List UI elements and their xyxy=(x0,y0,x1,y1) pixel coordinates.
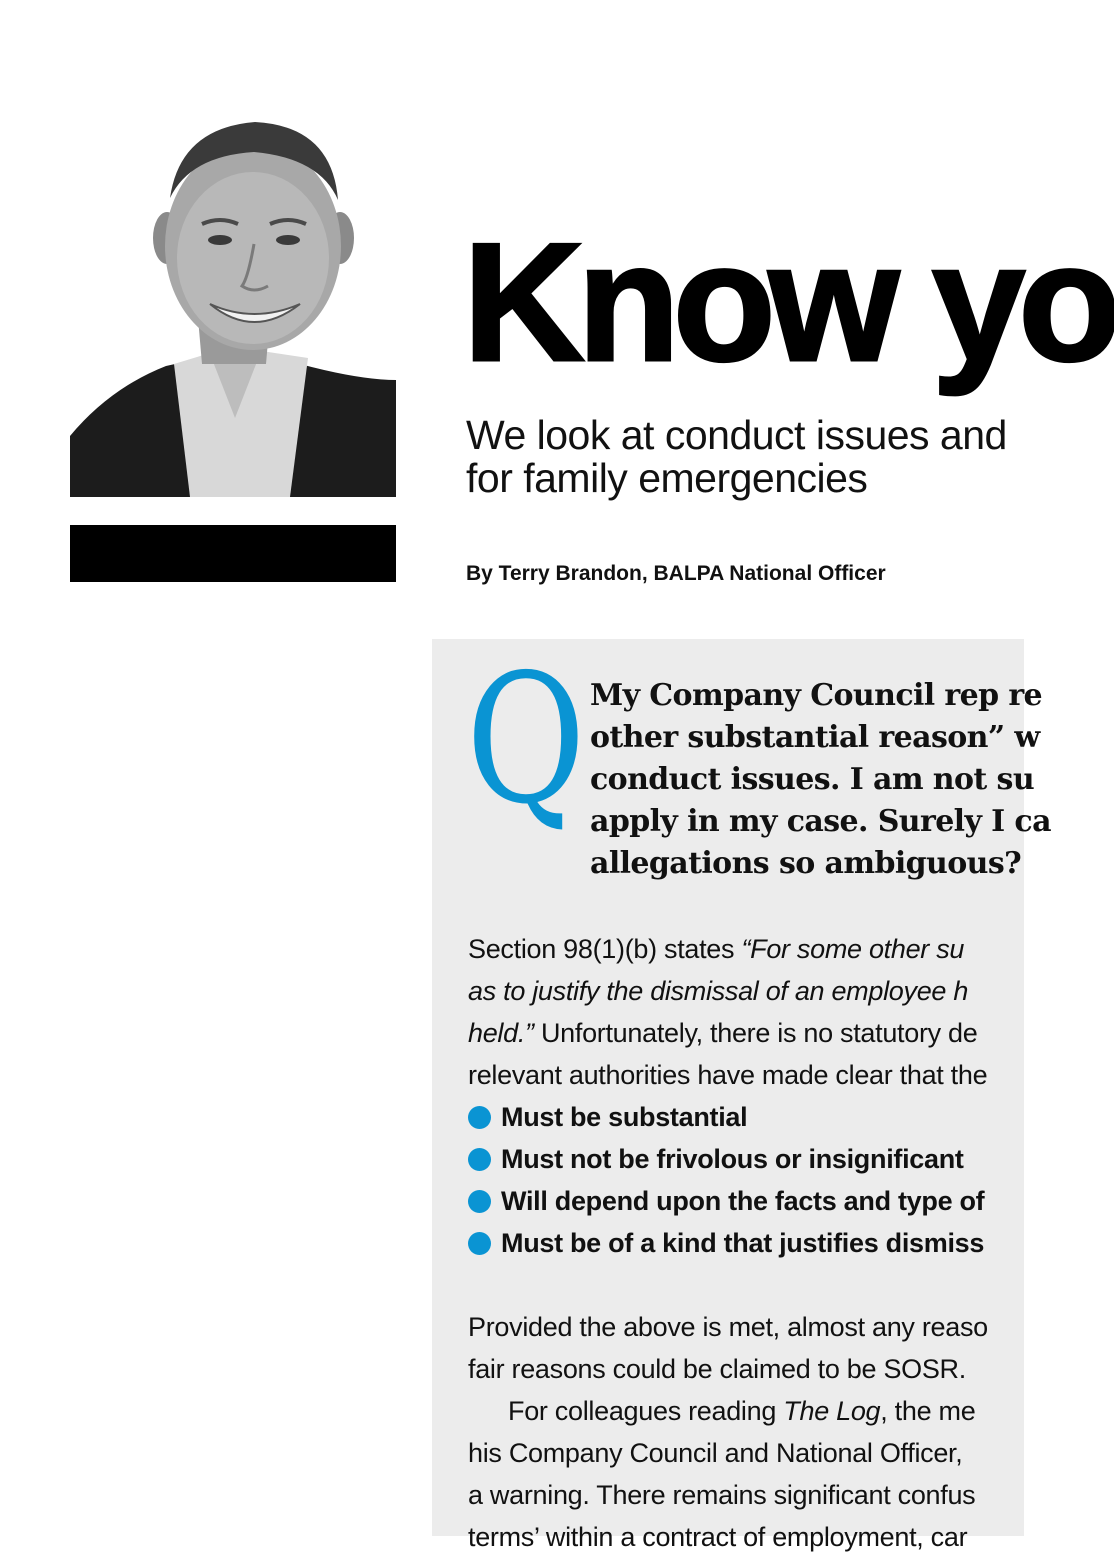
list-item xyxy=(468,1222,984,1264)
blue-dot-bullet-icon xyxy=(468,1232,491,1255)
standfirst-line: for family emergencies xyxy=(466,455,868,501)
author-photo-illustration xyxy=(70,118,396,497)
answer-line: relevant authorities have made clear that the xyxy=(468,1060,988,1090)
answer-quote: held.” xyxy=(468,1018,534,1048)
question-line: other substantial reason” w xyxy=(590,720,1040,755)
list-item-text: Must not be frivolous or insignificant xyxy=(501,1144,964,1174)
qa-panel xyxy=(432,636,1051,1552)
answer-text: For colleagues reading xyxy=(508,1396,784,1426)
publication-title: The Log xyxy=(783,1396,881,1426)
question-line: My Company Council rep re xyxy=(590,678,1043,713)
answer-line: terms’ within a contract of employment, car xyxy=(468,1522,968,1552)
blue-dot-bullet-icon xyxy=(468,1106,491,1129)
standfirst-line: We look at conduct issues and xyxy=(466,412,1007,458)
list-item-text: Will depend upon the facts and type of xyxy=(501,1186,985,1216)
answer-line: fair reasons could be claimed to be SOSR. xyxy=(468,1354,966,1384)
answer-line xyxy=(468,928,987,970)
caption-bar xyxy=(70,525,396,582)
question-line: apply in my case. Surely I ca xyxy=(590,804,1051,839)
blue-dot-bullet-icon xyxy=(468,1148,491,1171)
answer-quote: as to justify the dismissal of an employee h xyxy=(468,976,969,1006)
answer-line xyxy=(468,970,987,1012)
list-item xyxy=(468,1180,984,1222)
article-standfirst xyxy=(466,414,1046,500)
list-item-text: Must be substantial xyxy=(501,1102,748,1132)
question-line: conduct issues. I am not su xyxy=(590,762,1035,797)
answer-text: Section 98(1)(b) states xyxy=(468,934,742,964)
author-portrait xyxy=(70,118,396,497)
list-item xyxy=(468,1096,984,1138)
question-line: allegations so ambiguous? xyxy=(590,846,1022,881)
criteria-list xyxy=(468,1096,984,1264)
answer-quote: “For some other su xyxy=(741,934,965,964)
question-text xyxy=(590,675,1051,885)
answer-text: , the me xyxy=(880,1396,976,1426)
answer-line: his Company Council and National Officer, xyxy=(468,1438,963,1468)
answer-text: Unfortunately, there is no statutory de xyxy=(533,1018,978,1048)
answer-line xyxy=(468,1012,987,1054)
list-item-text: Must be of a kind that justifies dismiss xyxy=(501,1228,985,1258)
question-dropcap: Q xyxy=(466,636,586,843)
answer-line xyxy=(468,1390,988,1432)
answer-paragraph-2 xyxy=(468,1306,988,1558)
blue-dot-bullet-icon xyxy=(468,1190,491,1213)
answer-paragraph-1 xyxy=(468,928,987,1096)
answer-line: Provided the above is met, almost any reaso xyxy=(468,1312,988,1342)
list-item xyxy=(468,1138,984,1180)
answer-line: a warning. There remains significant confus xyxy=(468,1480,976,1510)
article-byline: By Terry Brandon, BALPA National Officer xyxy=(466,562,886,585)
article-headline: Know yo xyxy=(463,208,1114,396)
